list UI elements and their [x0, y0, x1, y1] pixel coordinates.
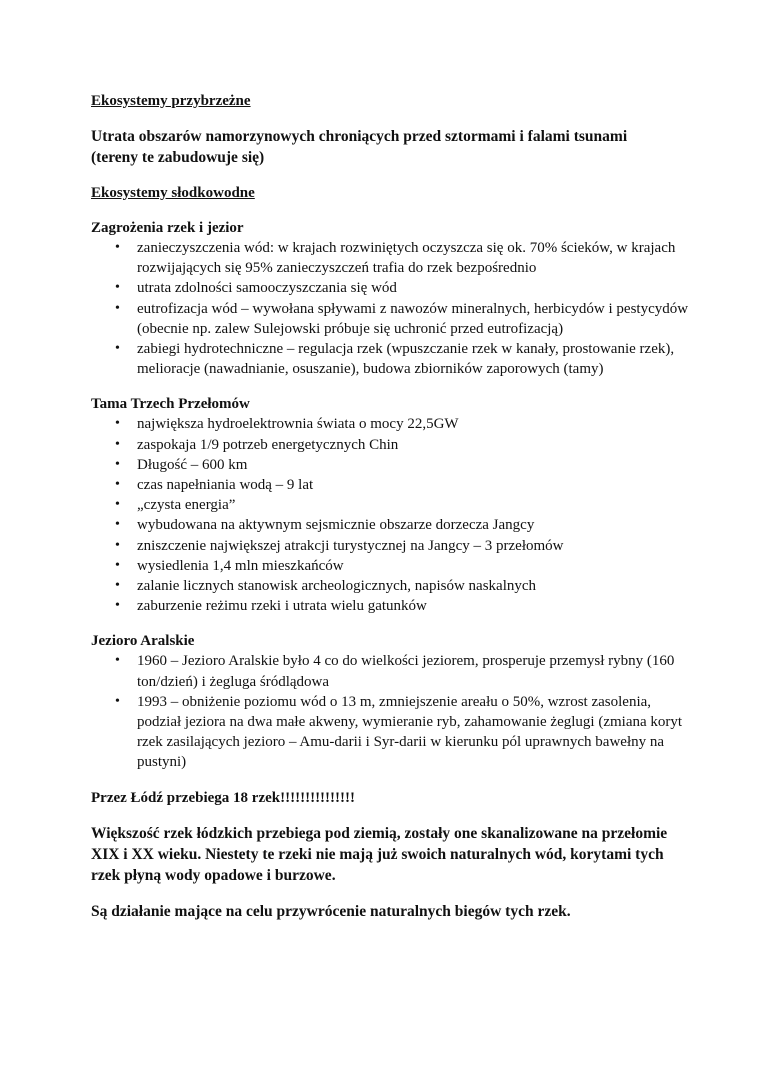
dam-facts-list	[91, 414, 691, 616]
heading-freshwater-ecosystems: Ekosystemy słodkowodne	[91, 185, 255, 201]
bullet-icon: •	[115, 497, 120, 513]
list-item: • Długość – 600 km	[91, 455, 691, 475]
coastal-loss-paragraph	[91, 126, 691, 168]
heading-coastal-ecosystems: Ekosystemy przybrzeżne	[91, 93, 251, 109]
bullet-icon: •	[115, 578, 120, 594]
threats-list	[91, 238, 691, 379]
bullet-icon: •	[115, 598, 120, 614]
bullet-icon: •	[115, 456, 120, 472]
heading-aral-sea: Jezioro Aralskie	[91, 633, 195, 650]
list-item: • największa hydroelektrownia świata o mocy 22,5GW	[91, 414, 691, 434]
list-item: • eutrofizacja wód – wywołana spływami z nawozów mineralnych, herbicydów i pestycydów (obecnie np. zalew Sulejowski próbuje się uchronić przed eutrofizacją)	[115, 300, 689, 337]
bullet-icon: •	[115, 557, 120, 573]
bullet-icon: •	[115, 537, 120, 553]
list-item: • „czysta energia”	[91, 495, 691, 515]
list-item: • zniszczenie największej atrakcji turystycznej na Jangcy – 3 przełomów	[91, 536, 691, 556]
bullet-icon: •	[115, 653, 120, 669]
coastal-loss-line-2: (tereny te zabudowuje się)	[91, 149, 265, 166]
list-item: • wysiedlenia 1,4 mln mieszkańców	[91, 556, 691, 576]
document-page	[91, 91, 691, 922]
bullet-icon: •	[115, 693, 120, 709]
coastal-loss-line-1: Utrata obszarów namorzynowych chroniących przed sztormami i falami tsunami	[91, 128, 628, 145]
bullet-icon: •	[115, 477, 120, 493]
list-item: • zaspokaja 1/9 potrzeb energetycznych Chin	[91, 435, 691, 455]
heading-three-gorges-dam: Tama Trzech Przełomów	[91, 396, 250, 413]
bullet-icon: •	[115, 240, 120, 255]
bullet-icon: •	[115, 416, 120, 432]
list-item: • 1993 – obniżenie poziomu wód o 13 m, zmniejszenie areału o 50%, wzrost zasolenia, podział jeziora na dwa małe akweny, wymieranie ryb, zahamowanie żeglugi (zmiana koryt rzek zasilających jezioro – Amu-darii i Syr-darii w kierunku pól uprawnych bawełny na pustyni)	[115, 693, 683, 771]
bullet-icon: •	[115, 341, 120, 357]
list-item: • czas napełniania wodą – 9 lat	[91, 475, 691, 495]
list-item: • zalanie licznych stanowisk archeologicznych, napisów naskalnych	[91, 576, 691, 596]
lodz-rivers-paragraph: Większość rzek łódzkich przebiega pod ziemią, zostały one skanalizowane na przełomie XIX i XX wieku. Niestety te rzeki nie mają już swoich naturalnych wód, korytami tych rzek płyną wody opadowe i burzowe.	[91, 824, 668, 884]
heading-lodz-rivers: Przez Łódź przebiega 18 rzek!!!!!!!!!!!!!!!	[91, 789, 356, 806]
list-item: • utrata zdolności samooczyszczania się wód	[91, 278, 691, 298]
aral-sea-list	[91, 651, 691, 772]
restoration-paragraph: Są działanie mające na celu przywrócenie naturalnych biegów tych rzek.	[91, 902, 571, 920]
heading-river-lake-threats: Zagrożenia rzek i jezior	[91, 220, 244, 236]
list-item: • zabiegi hydrotechniczne – regulacja rzek (wpuszczanie rzek w kanały, prostowanie rzek), melioracje (nawadnianie, osuszanie), budowa zbiorników zaporowych (tamy)	[115, 341, 675, 378]
list-item: • zaburzenie reżimu rzeki i utrata wielu gatunków	[91, 596, 691, 616]
bullet-icon: •	[115, 517, 120, 533]
list-item: • zanieczyszczenia wód: w krajach rozwiniętych oczyszcza się ok. 70% ścieków, w krajach rozwijających się 95% zanieczyszczeń trafia do rzek bezpośrednio	[115, 240, 676, 277]
bullet-icon: •	[115, 300, 120, 316]
bullet-icon: •	[115, 280, 120, 296]
bullet-icon: •	[115, 436, 120, 452]
list-item: • wybudowana na aktywnym sejsmicznie obszarze dorzecza Jangcy	[91, 515, 691, 535]
list-item: • 1960 – Jezioro Aralskie było 4 co do wielkości jeziorem, prosperuje przemysł rybny (160 ton/dzień) i żegluga śródlądowa	[115, 653, 675, 690]
